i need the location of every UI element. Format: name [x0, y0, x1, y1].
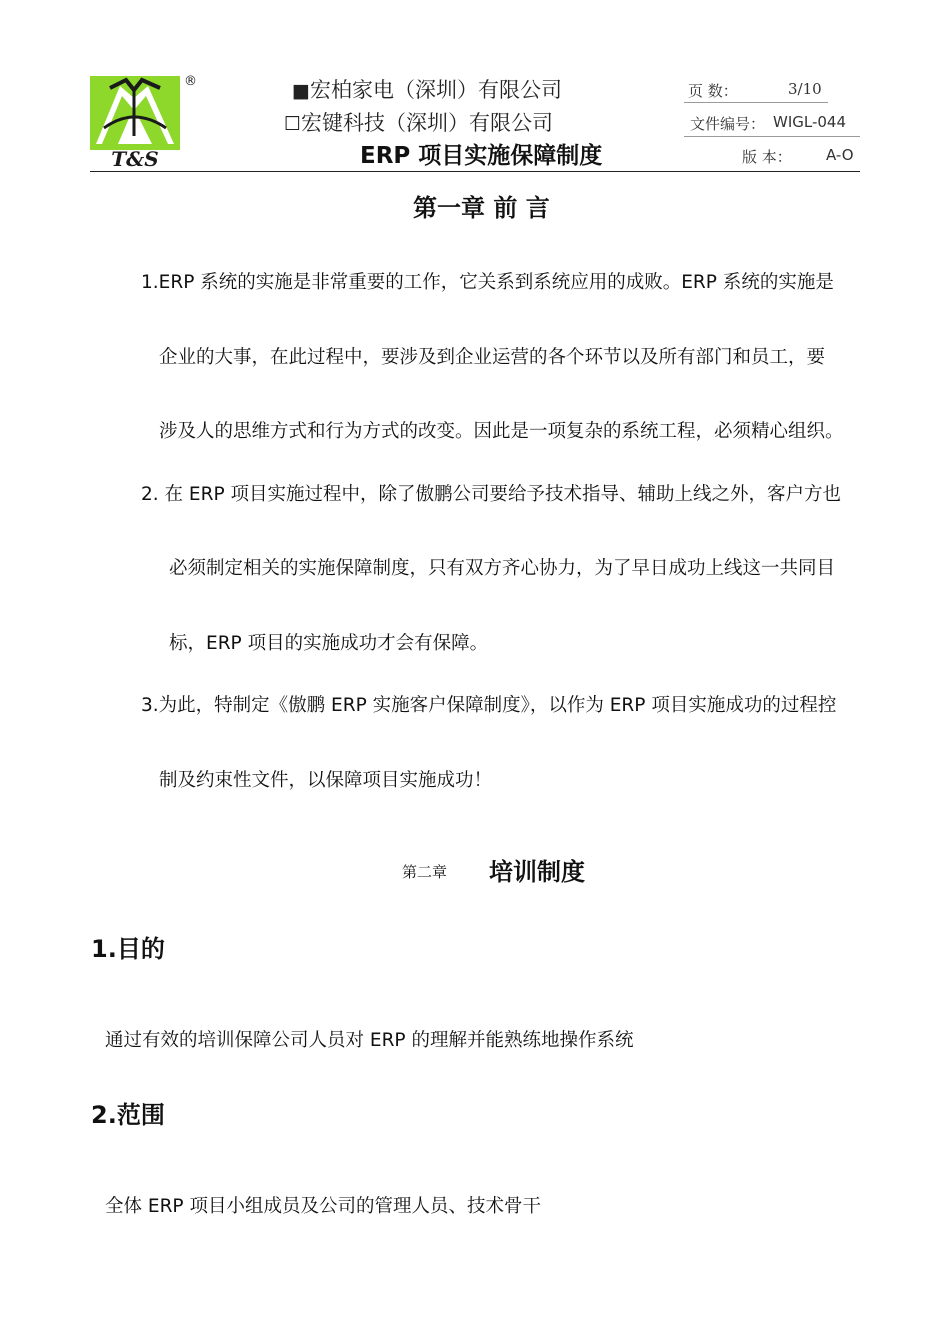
paragraph-line: 1.ERP 系统的实施是非常重要的工作，它关系到系统应用的成败。ERP 系统的实施是: [141, 272, 834, 293]
paragraph-line: 必须制定相关的实施保障制度，只有双方齐心协力，为了早日成功上线这一共同目: [169, 558, 836, 579]
company-name-1: 宏柏家电（深圳）有限公司: [309, 78, 562, 102]
paragraph-line: 3.为此，特制定《傲鹏 ERP 实施客户保障制度》，以作为 ERP 项目实施成功的过程控: [141, 695, 837, 716]
paragraph-line: 涉及人的思维方式和行为方式的改变。因此是一项复杂的系统工程，必须精心组织。: [159, 421, 844, 442]
page-count-label: 页 数：: [688, 82, 738, 100]
company-name-2: 宏键科技（深圳）有限公司: [301, 111, 554, 135]
version-value: A-O: [826, 146, 854, 164]
svg-text:T&S: T&S: [111, 147, 159, 168]
registered-trademark-mark: ®: [184, 74, 197, 89]
version-label: 版 本：: [742, 148, 792, 166]
unchecked-box-icon: ☐: [284, 113, 302, 135]
company-logo: [90, 76, 180, 168]
page-count-value: 3/10: [788, 80, 822, 98]
company-line-2: [284, 107, 553, 137]
header-rule: [90, 171, 860, 172]
paragraph-line: 2. 在 ERP 项目实施过程中，除了傲鹏公司要给予技术指导、辅助上线之外，客户方也: [141, 484, 841, 505]
paragraph-line: 制及约束性文件，以保障项目实施成功！: [159, 770, 493, 791]
chapter-2-title: 培训制度: [489, 858, 585, 886]
file-number-value: WIGL-044: [773, 113, 847, 131]
company-line-1: [292, 74, 562, 104]
checked-box-icon: ■: [292, 80, 310, 102]
section-heading-scope: 2.范围: [91, 1101, 165, 1129]
logo-graphic: [90, 76, 180, 168]
paragraph-line: 企业的大事，在此过程中，要涉及到企业运营的各个环节以及所有部门和员工，要: [159, 347, 826, 368]
paragraph-line: 标，ERP 项目的实施成功才会有保障。: [169, 633, 489, 654]
meta-divider: [684, 102, 828, 103]
chapter-2-label: 第二章: [402, 863, 448, 881]
file-number-label: 文件编号：: [690, 115, 766, 133]
document-title: ERP 项目实施保障制度: [360, 143, 603, 169]
section-heading-purpose: 1.目的: [91, 935, 165, 963]
section-text-purpose: 通过有效的培训保障公司人员对 ERP 的理解并能熟练地操作系统: [105, 1030, 634, 1051]
chapter-1-title: 第一章 前 言: [413, 194, 550, 222]
meta-divider: [684, 136, 860, 137]
section-text-scope: 全体 ERP 项目小组成员及公司的管理人员、技术骨干: [105, 1196, 541, 1217]
